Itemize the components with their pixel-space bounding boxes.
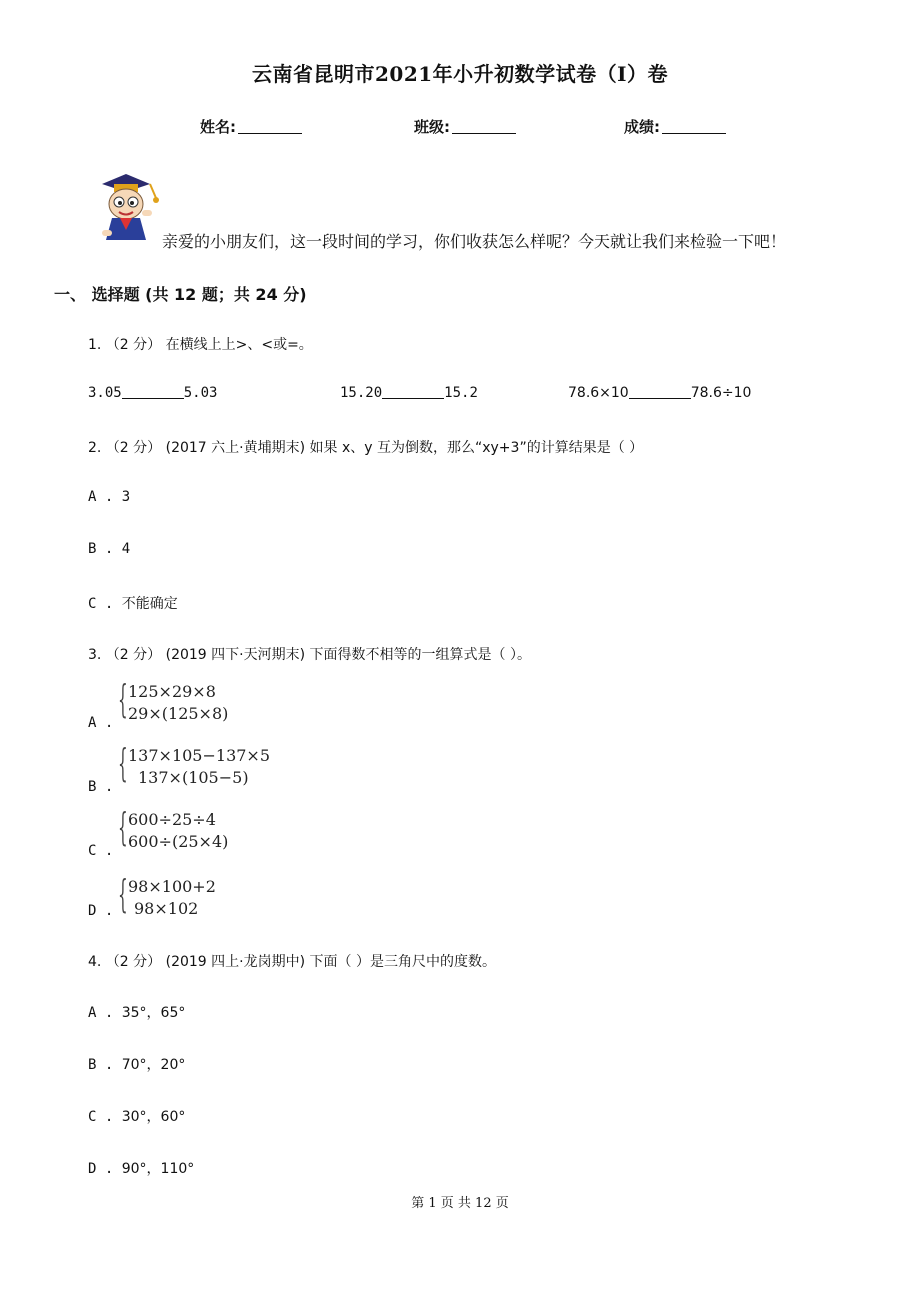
mascot-illustration: [92, 170, 162, 244]
score-field[interactable]: [624, 116, 726, 137]
q2-option-a[interactable]: A . 3: [88, 489, 131, 505]
q1-compare-c[interactable]: 78.6×10 78.6÷10: [568, 385, 752, 401]
name-blank[interactable]: [238, 119, 302, 134]
question-4-stem: 4. （2 分） (2019 四上·龙岗期中) 下面（ ）是三角尺中的度数。: [88, 954, 496, 970]
q1-blank-b[interactable]: [382, 386, 444, 399]
section-header: 一、 选择题 (共 12 题；共 24 分): [54, 285, 307, 304]
q1-compare-a[interactable]: 3.05 5.03: [88, 385, 218, 401]
q3-option-d-label[interactable]: D .: [88, 903, 114, 919]
q2-option-b[interactable]: B . 4: [88, 541, 131, 557]
q1-compare-b[interactable]: 15.20 15.2: [340, 385, 478, 401]
q4-option-d[interactable]: D . 90°，110°: [88, 1161, 195, 1177]
brace-icon: {: [118, 872, 128, 916]
page-title: 云南省昆明市2021年小升初数学试卷（I）卷: [251, 62, 669, 86]
class-label: 班级:: [414, 118, 450, 136]
class-blank[interactable]: [452, 119, 516, 134]
brace-icon: {: [118, 677, 128, 721]
score-blank[interactable]: [662, 119, 726, 134]
q4-option-a[interactable]: A . 35°，65°: [88, 1005, 186, 1021]
q4-option-b[interactable]: B . 70°，20°: [88, 1057, 186, 1073]
brace-icon: {: [118, 805, 128, 849]
greeting-text: 亲爱的小朋友们，这一段时间的学习，你们收获怎么样呢？今天就让我们来检验一下吧！: [162, 232, 787, 251]
q3-option-c-label[interactable]: C .: [88, 843, 114, 859]
q4-option-c[interactable]: C . 30°，60°: [88, 1109, 186, 1125]
q3-option-b-label[interactable]: B .: [88, 779, 114, 795]
q3-option-a-label[interactable]: A .: [88, 715, 114, 731]
score-label: 成绩:: [624, 118, 660, 136]
name-label: 姓名:: [200, 118, 236, 136]
q2-option-c[interactable]: C . 不能确定: [88, 596, 178, 612]
name-field[interactable]: [200, 116, 302, 137]
question-2-stem: 2. （2 分） (2017 六上·黄埔期末) 如果 x、y 互为倒数，那么“xy+3”的计算结果是（ ）: [88, 440, 644, 456]
brace-icon: {: [118, 741, 128, 785]
question-3-stem: 3. （2 分） (2019 四下·天河期末) 下面得数不相等的一组算式是（ ）。: [88, 647, 531, 663]
q1-blank-c[interactable]: [629, 386, 691, 399]
class-field[interactable]: [414, 116, 516, 137]
q1-blank-a[interactable]: [122, 386, 184, 399]
page-footer: 第 1 页 共 12 页: [411, 1196, 509, 1211]
question-1-stem: 1. （2 分） 在横线上上>、<或=。: [88, 337, 313, 353]
